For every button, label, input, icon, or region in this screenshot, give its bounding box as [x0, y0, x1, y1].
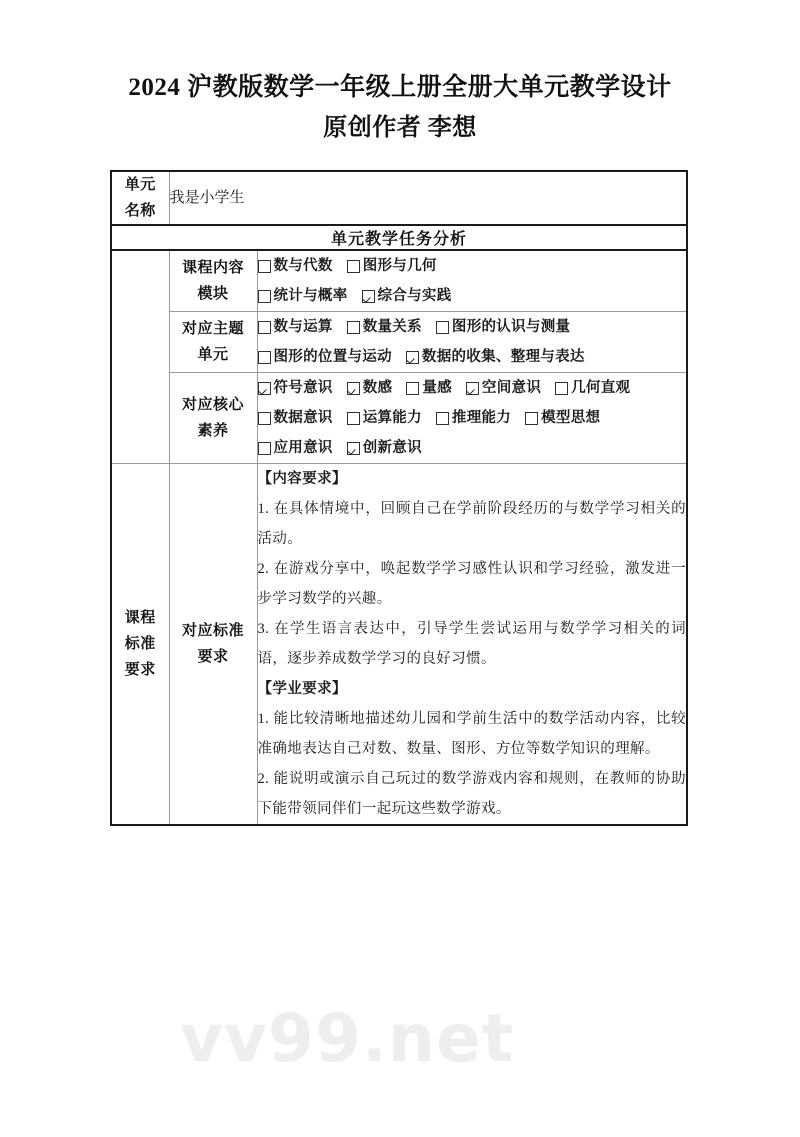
theme-unit-options-line2 [258, 342, 687, 372]
section-banner: 单元教学任务分析 [111, 225, 687, 250]
theme-unit-options-line1 [258, 312, 687, 342]
core-literacy-label-line2: 素养 [197, 422, 229, 439]
corresponding-standard-label [169, 464, 257, 826]
core-literacy-options-line2 [258, 403, 687, 433]
document-title-block [0, 68, 800, 148]
checkbox-checked-icon[interactable] [466, 382, 479, 395]
checkbox-option-label: 数与运算 [273, 319, 333, 335]
checkbox-option[interactable] [362, 281, 452, 311]
checkbox-option-label: 空间意识 [481, 380, 542, 396]
course-module-options-line1 [258, 251, 687, 281]
checkbox-option[interactable] [555, 373, 630, 403]
analysis-left-spacer [111, 250, 169, 464]
unit-design-table [110, 170, 688, 826]
checkbox-checked-icon[interactable] [258, 382, 271, 395]
checkbox-option-label: 数量关系 [362, 319, 422, 335]
checkbox-option-label: 推理能力 [451, 410, 512, 426]
checkbox-option-label: 量感 [422, 380, 452, 396]
checkbox-option-label: 图形与几何 [362, 258, 437, 274]
checkbox-option[interactable] [258, 403, 333, 433]
theme-unit-label-line1: 对应主题 [181, 320, 244, 337]
checkbox-checked-icon[interactable] [347, 442, 360, 455]
checkbox-unchecked-icon[interactable] [555, 382, 568, 395]
checkbox-unchecked-icon[interactable] [406, 382, 419, 395]
course-module-label [169, 250, 257, 312]
theme-unit-options [257, 312, 687, 373]
checkbox-option[interactable] [525, 403, 600, 433]
checkbox-option[interactable] [258, 281, 348, 311]
table-row-theme-unit [111, 312, 687, 373]
corresponding-standard-label-line1: 对应标准 [181, 622, 244, 639]
unit-name-label-line1: 单元 [124, 176, 156, 193]
unit-name-label [111, 171, 169, 225]
page-title: 2024 沪教版数学一年级上册全册大单元教学设计 [128, 74, 672, 101]
checkbox-unchecked-icon[interactable] [258, 351, 271, 364]
checkbox-option[interactable] [436, 312, 570, 342]
checkbox-option-label: 创新意识 [362, 440, 422, 456]
table-row-course-module [111, 250, 687, 312]
site-watermark: vv99.net [180, 1000, 515, 1077]
core-literacy-options-line3 [258, 433, 687, 463]
checkbox-option-label: 模型思想 [541, 410, 601, 426]
standard-requirements-text [257, 464, 687, 826]
checkbox-checked-icon[interactable] [362, 290, 375, 303]
course-module-options [257, 250, 687, 312]
checkbox-unchecked-icon[interactable] [258, 442, 271, 455]
checkbox-option-label: 图形的认识与测量 [451, 319, 571, 335]
checkbox-option-label: 数据意识 [273, 410, 333, 426]
unit-name-value: 我是小学生 [169, 171, 687, 225]
checkbox-option-label: 数据的收集、整理与表达 [421, 349, 585, 365]
checkbox-unchecked-icon[interactable] [347, 412, 360, 425]
requirements-section-heading: 【内容要求】 [257, 471, 347, 487]
curriculum-standard-label-line3: 要求 [124, 661, 156, 678]
course-module-options-line2 [258, 281, 687, 311]
checkbox-option-label: 图形的位置与运动 [273, 349, 392, 365]
curriculum-standard-label-line1: 课程 [124, 609, 156, 626]
checkbox-option-label: 数与代数 [273, 258, 333, 274]
table-row-core-literacy [111, 373, 687, 464]
requirements-paragraph: 2. 在游戏分享中，唤起数学学习感性认识和学习经验，激发进一步学习数学的兴趣。 [257, 561, 687, 607]
curriculum-standard-label-line2: 标准 [124, 635, 156, 652]
checkbox-option[interactable] [347, 433, 422, 463]
checkbox-option[interactable] [347, 251, 437, 281]
checkbox-unchecked-icon[interactable] [525, 412, 538, 425]
table-row-standard-requirements [111, 464, 687, 826]
checkbox-option[interactable] [258, 251, 333, 281]
core-literacy-label-line1: 对应核心 [181, 396, 244, 413]
checkbox-option-label: 运算能力 [362, 410, 422, 426]
checkbox-option-label: 综合与实践 [377, 288, 452, 304]
checkbox-option[interactable] [466, 373, 541, 403]
checkbox-unchecked-icon[interactable] [258, 260, 271, 273]
requirements-paragraph: 1. 在具体情境中，回顾自己在学前阶段经历的与数学学习相关的活动。 [257, 501, 687, 547]
checkbox-option[interactable] [258, 373, 333, 403]
checkbox-unchecked-icon[interactable] [258, 290, 271, 303]
requirements-paragraph: 3. 在学生语言表达中，引导学生尝试运用与数学学习相关的词语，逐步养成数学学习的良好习惯。 [257, 621, 687, 667]
unit-name-label-line2: 名称 [124, 202, 156, 219]
checkbox-option[interactable] [406, 373, 452, 403]
checkbox-option[interactable] [347, 312, 422, 342]
page-subtitle-author: 原创作者 李想 [323, 115, 477, 141]
checkbox-option[interactable] [347, 373, 393, 403]
checkbox-option-label: 统计与概率 [273, 288, 348, 304]
checkbox-unchecked-icon[interactable] [347, 260, 360, 273]
course-module-label-line1: 课程内容 [181, 259, 244, 276]
theme-unit-label [169, 312, 257, 373]
checkbox-option[interactable] [258, 342, 392, 372]
checkbox-option[interactable] [258, 433, 333, 463]
checkbox-checked-icon[interactable] [347, 382, 360, 395]
checkbox-unchecked-icon[interactable] [436, 412, 449, 425]
requirements-paragraph: 2. 能说明或演示自己玩过的数学游戏内容和规则，在教师的协助下能带领同伴们一起玩这些数学游戏。 [257, 771, 687, 817]
checkbox-unchecked-icon[interactable] [436, 321, 449, 334]
core-literacy-options [257, 373, 687, 464]
core-literacy-options-line1 [258, 373, 687, 403]
checkbox-option-label: 数感 [362, 380, 393, 396]
checkbox-option[interactable] [436, 403, 511, 433]
curriculum-standard-label [111, 464, 169, 826]
course-module-label-line2: 模块 [197, 285, 229, 302]
requirements-section-heading: 【学业要求】 [257, 681, 347, 697]
corresponding-standard-label-line2: 要求 [197, 648, 229, 665]
requirements-paragraph: 1. 能比较清晰地描述幼儿园和学前生活中的数学活动内容，比较准确地表达自己对数、数量、图形、方位等数学知识的理解。 [257, 711, 687, 757]
checkbox-option-label: 几何直观 [571, 380, 631, 396]
theme-unit-label-line2: 单元 [197, 346, 229, 363]
checkbox-checked-icon[interactable] [406, 351, 419, 364]
checkbox-unchecked-icon[interactable] [258, 412, 271, 425]
checkbox-option[interactable] [406, 342, 585, 372]
checkbox-option[interactable] [347, 403, 422, 433]
checkbox-option[interactable] [258, 312, 333, 342]
checkbox-option-label: 应用意识 [273, 440, 333, 456]
table-row-unit-name [111, 171, 687, 225]
checkbox-option-label: 符号意识 [273, 380, 333, 396]
checkbox-unchecked-icon[interactable] [258, 321, 271, 334]
table-row-banner [111, 225, 687, 250]
checkbox-unchecked-icon[interactable] [347, 321, 360, 334]
core-literacy-label [169, 373, 257, 464]
